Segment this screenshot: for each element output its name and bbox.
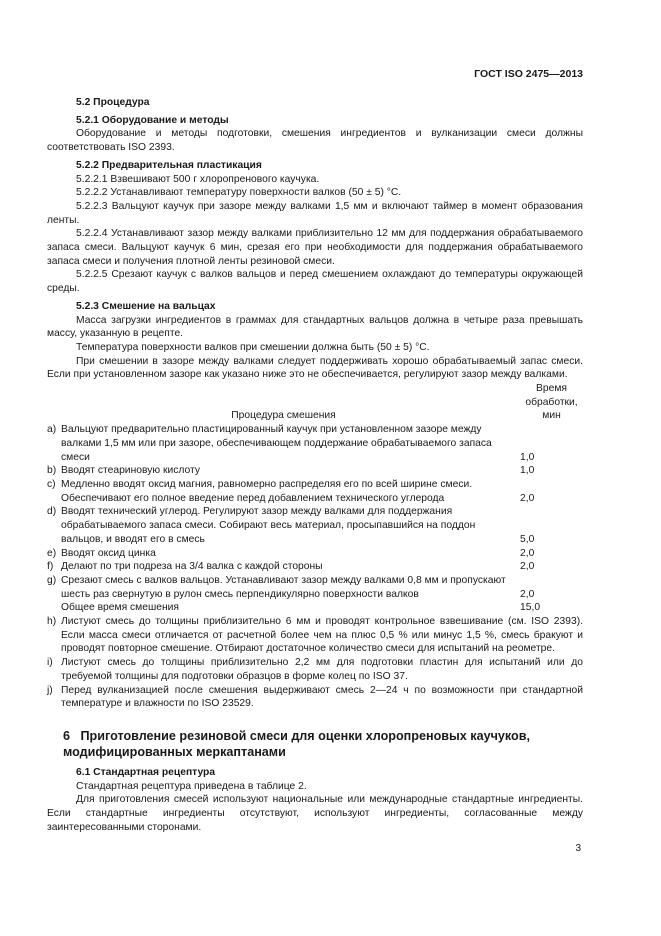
procedure-step xyxy=(47,560,520,574)
mixing-procedure-table xyxy=(47,382,583,615)
procedure-step xyxy=(47,547,520,561)
procedure-step-text: Делают по три подреза на 3/4 валка с каждой стороны xyxy=(61,561,323,573)
column-header-time-line-3: мин xyxy=(542,410,561,422)
section-6-1-para-2: Для приготовления смесей используют национальные или международные стандартные ингредиенты. Если стандартные ингредиенты отсутствуют, используют ингредиенты, согласованные между заинтересованными сторонами. xyxy=(47,794,583,833)
clause-5-2-2-2: 5.2.2.2 Устанавливают температуру поверхности валков (50 ± 5) °С. xyxy=(76,187,402,199)
clause-5-2-2-1: 5.2.2.1 Взвешивают 500 г хлоропренового каучука. xyxy=(76,173,320,185)
table-row xyxy=(47,505,583,546)
step-j xyxy=(47,684,583,711)
section-6-title: Приготовление резиновой смеси для оценки хлоропреновых каучуков, модифицированных меркаптанами xyxy=(63,728,530,759)
procedure-step-text: Вводят технический углерод. Регулируют зазор между валками для поддержания обрабатываемого запаса смеси. Собирают весь материал, просыпавшийся на поддон вальцов, и вводят его в смесь xyxy=(61,506,476,545)
procedure-step xyxy=(47,574,520,601)
procedure-step-label: b) xyxy=(47,465,57,477)
procedure-step-label: e) xyxy=(47,547,57,559)
section-6-1-para-1: Стандартная рецептура приведена в таблице 2. xyxy=(76,780,307,792)
procedure-step xyxy=(47,464,520,478)
total-time: 15,0 xyxy=(520,602,541,614)
column-header-time-line-1: Время xyxy=(536,383,567,395)
procedure-step-body xyxy=(47,423,520,464)
clause-5-2-2-3: 5.2.2.3 Вальцуют каучук при зазоре между валками 1,5 мм и включают таймер в момент образования ленты. xyxy=(47,200,583,226)
step-i xyxy=(47,656,583,683)
procedure-step-text: Медленно вводят оксид магния, равномерно распределяя его по всей ширине смеси. Обеспечивают его полное введение перед добавлением технического углерода xyxy=(61,478,473,504)
procedure-step-label: d) xyxy=(47,506,57,518)
section-5-2-2-heading: 5.2.2 Предварительная пластикация xyxy=(76,159,262,171)
section-6-heading xyxy=(47,728,583,760)
procedure-step xyxy=(47,505,520,546)
table-row xyxy=(47,547,583,561)
document-header: ГОСТ ISO 2475—2013 xyxy=(474,68,583,80)
procedure-step-body xyxy=(47,478,520,505)
procedure-step-body xyxy=(47,505,520,546)
procedure-step-label: c) xyxy=(47,478,56,490)
step-i-label: i) xyxy=(47,657,53,669)
section-5-2-1-text: Оборудование и методы подготовки, смешения ингредиентов и вулканизации смеси должны соответствовать ISO 2393. xyxy=(47,128,583,154)
procedure-step xyxy=(47,478,520,505)
step-j-text: Перед вулканизацией после смешения выдерживают смесь 2—24 ч по возможности при стандартной температуре и влажности по ISO 23529. xyxy=(61,684,583,710)
step-h xyxy=(47,615,583,656)
procedure-step-text: Вальцуют предварительно пластицированный каучук при установленном зазоре между валками 1,5 мм или при зазоре, обеспечивающем поддержание обрабатываемого запаса смеси xyxy=(61,424,492,463)
section-5-2-3-heading: 5.2.3 Смешение на вальцах xyxy=(76,300,216,312)
step-h-text: Листуют смесь до толщины приблизительно 6 мм и проводят контрольное взвешивание (см. ISO 2393). Если масса смеси отличается от расчетной более чем на плюс 0,5 % или минус 1,5 %, смесь бракуют и проводят повторное смешение. Отбирают достаточное количество смеси для испытаний на реометре. xyxy=(61,616,583,655)
clause-5-2-2-5: 5.2.2.5 Срезают каучук с валков вальцов и перед смешением охлаждают до температуры окружающей среды. xyxy=(47,269,583,295)
section-5-2-3-para-3: При смешении в зазоре между валками следует поддерживать хорошо обрабатываемый запас смеси. Если при установленном зазоре как указано ниже это не обеспечивается, регулируют зазор между валками. xyxy=(47,355,583,381)
clause-5-2-2-4: 5.2.2.4 Устанавливают зазор между валками приблизительно 12 мм для поддержания обрабатываемого запаса смеси. Вальцуют каучук 6 мин, срезая его при необходимости для поддержания обрабатываемого запаса смеси и получения плотной ленты резиновой смеси. xyxy=(47,228,583,267)
section-6-1-heading: 6.1 Стандартная рецептура xyxy=(76,766,216,778)
document-body xyxy=(47,96,583,834)
procedure-step-time: 2,0 xyxy=(520,588,535,600)
section-5-2-3-para-1: Масса загрузки ингредиентов в граммах для стандартных вальцов должна в четыре раза превышать массу, указанную в рецепте. xyxy=(47,314,583,340)
section-5-2-heading: 5.2 Процедура xyxy=(76,97,150,108)
procedure-step-time: 1,0 xyxy=(520,451,535,463)
page-number: 3 xyxy=(575,843,581,854)
table-row xyxy=(47,574,583,601)
procedure-step-label: g) xyxy=(47,574,57,586)
procedure-step-body xyxy=(47,574,520,601)
table-row xyxy=(47,423,583,464)
table-total-row xyxy=(47,601,583,615)
step-i-text: Листуют смесь до толщины приблизительно 2,2 мм для подготовки пластин для испытаний или до требуемой толщины для подготовки образцов в форме колец по ISO 37. xyxy=(61,657,583,682)
section-5-2-3-para-2: Температура поверхности валков при смешении должна быть (50 ± 5) °С. xyxy=(76,341,430,353)
column-header-time xyxy=(520,382,583,423)
column-header-procedure: Процедура смешения xyxy=(231,410,336,422)
step-h-label: h) xyxy=(47,616,57,628)
step-j-label: j) xyxy=(47,684,53,696)
mixing-procedure-rows xyxy=(47,423,583,601)
procedure-step-label: a) xyxy=(47,424,57,436)
procedure-step-body xyxy=(47,547,520,561)
procedure-step-time: 1,0 xyxy=(520,465,535,477)
procedure-step xyxy=(47,423,520,464)
procedure-step-time: 2,0 xyxy=(520,561,535,573)
procedure-step-body xyxy=(47,560,520,574)
procedure-step-text: Срезают смесь с валков вальцов. Устанавливают зазор между валками 0,8 мм и пропускают шесть раз свернутую в рулон смесь перпендикулярно поверхности валков xyxy=(61,574,506,600)
procedure-step-time: 2,0 xyxy=(520,547,535,559)
total-label: Общее время смешения xyxy=(61,602,179,614)
procedure-step-text: Вводят оксид цинка xyxy=(61,547,156,559)
procedure-step-label: f) xyxy=(47,561,54,573)
procedure-step-text: Вводят стеариновую кислоту xyxy=(61,465,200,477)
procedure-step-time: 2,0 xyxy=(520,492,535,504)
column-header-time-line-2: обработки, xyxy=(525,396,578,408)
section-5-2-1-heading: 5.2.1 Оборудование и методы xyxy=(76,114,229,126)
procedure-step-body xyxy=(47,464,520,478)
section-6-number: 6 xyxy=(63,728,71,743)
table-row xyxy=(47,560,583,574)
table-row xyxy=(47,478,583,505)
table-row xyxy=(47,464,583,478)
procedure-step-time: 5,0 xyxy=(520,533,535,545)
